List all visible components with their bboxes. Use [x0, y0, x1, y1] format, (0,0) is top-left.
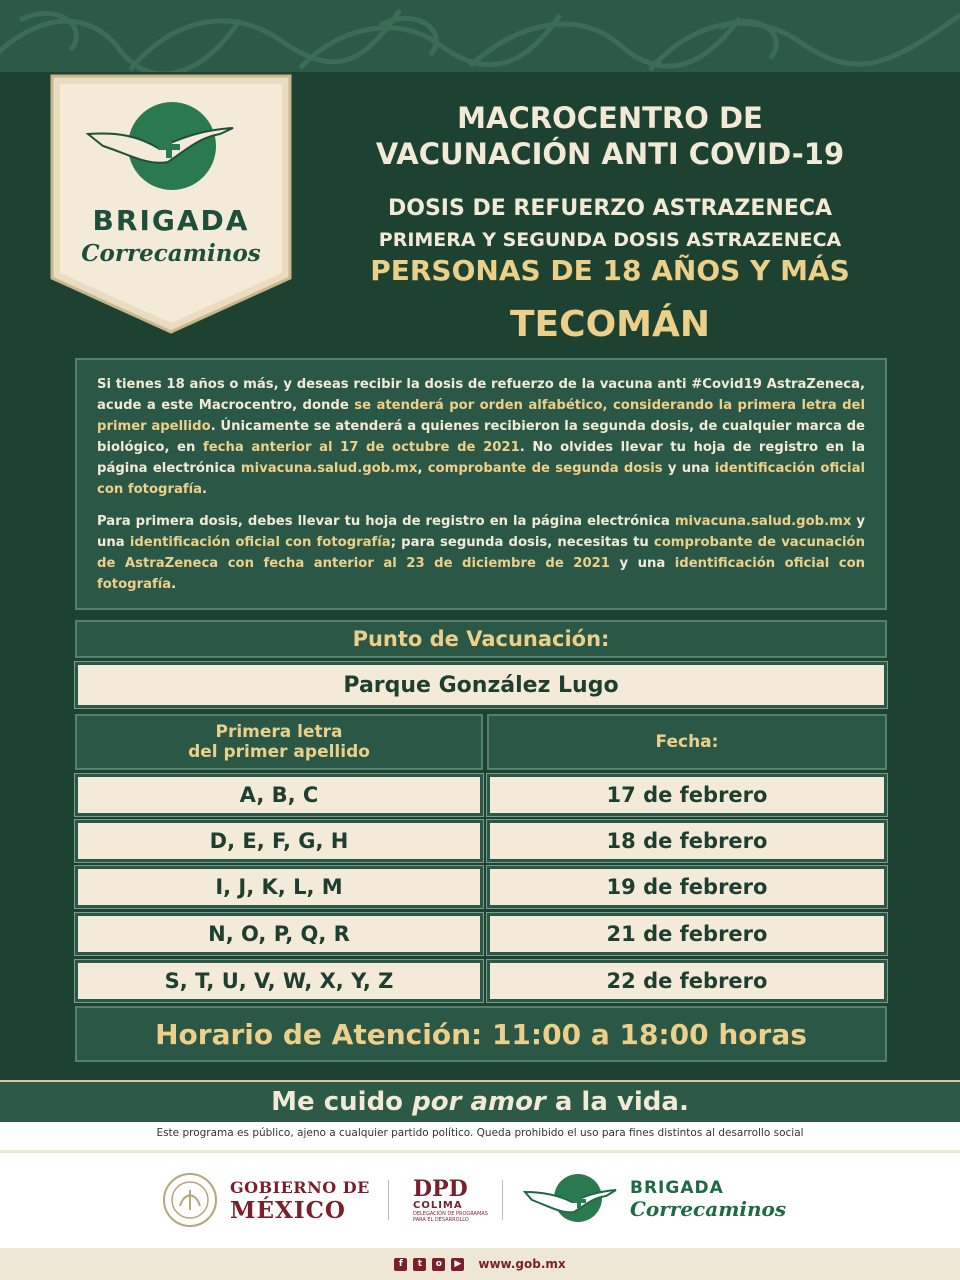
- column-header-letters-line-2: del primer apellido: [188, 742, 370, 762]
- row-date: 22 de febrero: [487, 960, 887, 1002]
- national-seal-icon: [160, 1170, 220, 1230]
- opening-hours: Horario de Atención: 11:00 a 18:00 horas: [75, 1006, 887, 1062]
- instagram-icon[interactable]: o: [432, 1258, 445, 1271]
- top-pattern-band: [0, 0, 960, 72]
- gobierno-mexico-logo: [160, 1170, 370, 1230]
- slogan-part-2: por amor: [412, 1087, 546, 1117]
- info-text-segment: se atenderá por orden alfabético, considerando la primera letra del primer apellido: [97, 398, 865, 434]
- brigada-badge: [48, 70, 294, 336]
- row-letters: I, J, K, L, M: [75, 866, 483, 908]
- row-letters: D, E, F, G, H: [75, 820, 483, 862]
- colima-text: COLIMA: [413, 1200, 463, 1211]
- dpd-subtext: DELEGACIÓN DE PROGRAMAS PARA EL DESARROLLO: [413, 1211, 488, 1223]
- roadrunner-icon: [520, 1168, 620, 1228]
- badge-shield-shape: [48, 70, 294, 336]
- slogan-part-3: a la vida.: [545, 1087, 689, 1117]
- info-box: [75, 358, 887, 610]
- slogan-band: [0, 1080, 960, 1122]
- vaccination-place: Parque González Lugo: [75, 662, 887, 708]
- row-letters: S, T, U, V, W, X, Y, Z: [75, 960, 483, 1002]
- info-text-segment: .: [202, 482, 208, 497]
- badge-subtitle: Correcaminos: [81, 240, 261, 267]
- twitter-icon[interactable]: t: [413, 1258, 426, 1271]
- row-letters: N, O, P, Q, R: [75, 913, 483, 955]
- row-date: 19 de febrero: [487, 866, 887, 908]
- info-paragraph-1: [97, 374, 865, 500]
- info-text-segment: identificación oficial con fotografía: [97, 556, 866, 592]
- heading-personas: PERSONAS DE 18 AÑOS Y MÁS: [370, 254, 850, 287]
- dpd-text: DPD: [413, 1176, 468, 1202]
- row-date: 21 de febrero: [487, 913, 887, 955]
- legal-notice: Este programa es público, ajeno a cualquier partido político. Queda prohibido el uso para fines distintos al desarrollo social: [156, 1127, 804, 1139]
- info-text-segment: y una: [609, 556, 675, 571]
- heading-city: TECOMÁN: [510, 304, 710, 345]
- info-text-segment: ,: [417, 461, 428, 476]
- info-text-segment: comprobante de vacunación de AstraZeneca con fecha anterior al 23 de diciembre de 2021: [97, 535, 865, 571]
- divider: [0, 1150, 960, 1153]
- brigada-text: BRIGADA: [630, 1178, 724, 1198]
- info-text-segment: identificación oficial con fotografía: [129, 535, 391, 550]
- info-text-segment: mivacuna.salud.gob.mx: [674, 514, 852, 529]
- vaccination-point-label: Punto de Vacunación:: [75, 620, 887, 658]
- mexico-text: MÉXICO: [230, 1197, 346, 1224]
- info-text-segment: y una: [662, 461, 715, 476]
- info-text-segment: .: [171, 577, 177, 592]
- info-text-segment: mivacuna.salud.gob.mx: [240, 461, 418, 476]
- badge-title: BRIGADA: [92, 204, 250, 237]
- youtube-icon[interactable]: ▶: [451, 1258, 464, 1271]
- info-text-segment: ; para segunda dosis, necesitas tu: [390, 535, 654, 550]
- info-text-segment: y una: [97, 514, 866, 550]
- bottom-social-bar: [0, 1248, 960, 1280]
- heading-refuerzo: DOSIS DE REFUERZO ASTRAZENECA: [387, 196, 833, 221]
- logo-separator: [502, 1180, 503, 1220]
- info-text-segment: . Únicamente se atenderá a quienes recibieron la segunda dosis, de cualquier marca de biológico, en: [97, 419, 865, 455]
- logo-separator: [388, 1180, 389, 1220]
- info-text-segment: Para primera dosis, debes llevar tu hoja de registro en la página electrónica: [97, 514, 675, 529]
- dpd-colima-logo: [413, 1178, 493, 1223]
- info-text-segment: . No olvides llevar tu hoja de registro en la página electrónica: [97, 440, 865, 476]
- row-letters: A, B, C: [75, 774, 483, 816]
- info-text-segment: identificación oficial con fotografía: [97, 461, 865, 497]
- facebook-icon[interactable]: f: [394, 1258, 407, 1271]
- heading-line-2: VACUNACIÓN ANTI COVID-19: [375, 137, 845, 171]
- correcaminos-text: Correcaminos: [630, 1197, 787, 1221]
- heading-line-1: MACROCENTRO DE: [457, 101, 763, 135]
- column-header-date: Fecha:: [487, 714, 887, 770]
- gobierno-text: GOBIERNO DE: [230, 1178, 370, 1197]
- info-text-segment: fecha anterior al 17 de octubre de 2021: [202, 440, 520, 455]
- info-paragraph-2: [97, 511, 865, 595]
- gob-url-link[interactable]: www.gob.mx: [478, 1257, 566, 1271]
- heading-primera-segunda: PRIMERA Y SEGUNDA DOSIS ASTRAZENECA: [378, 229, 842, 251]
- row-date: 18 de febrero: [487, 820, 887, 862]
- info-text-segment: comprobante de segunda dosis: [427, 461, 663, 476]
- info-text-segment: Si tienes 18 años o más, y deseas recibir la dosis de refuerzo de la vacuna anti #Covid19 AstraZeneca, acude a este Macrocentro, donde: [97, 377, 865, 413]
- column-header-letters-line-1: Primera letra: [215, 722, 343, 742]
- heading-macrocentro: [330, 100, 890, 172]
- slogan-part-1: Me cuido: [271, 1087, 413, 1117]
- decorative-pattern: [0, 0, 960, 72]
- column-header-letters: [75, 714, 483, 770]
- brigada-correcaminos-logo: [520, 1168, 810, 1228]
- row-date: 17 de febrero: [487, 774, 887, 816]
